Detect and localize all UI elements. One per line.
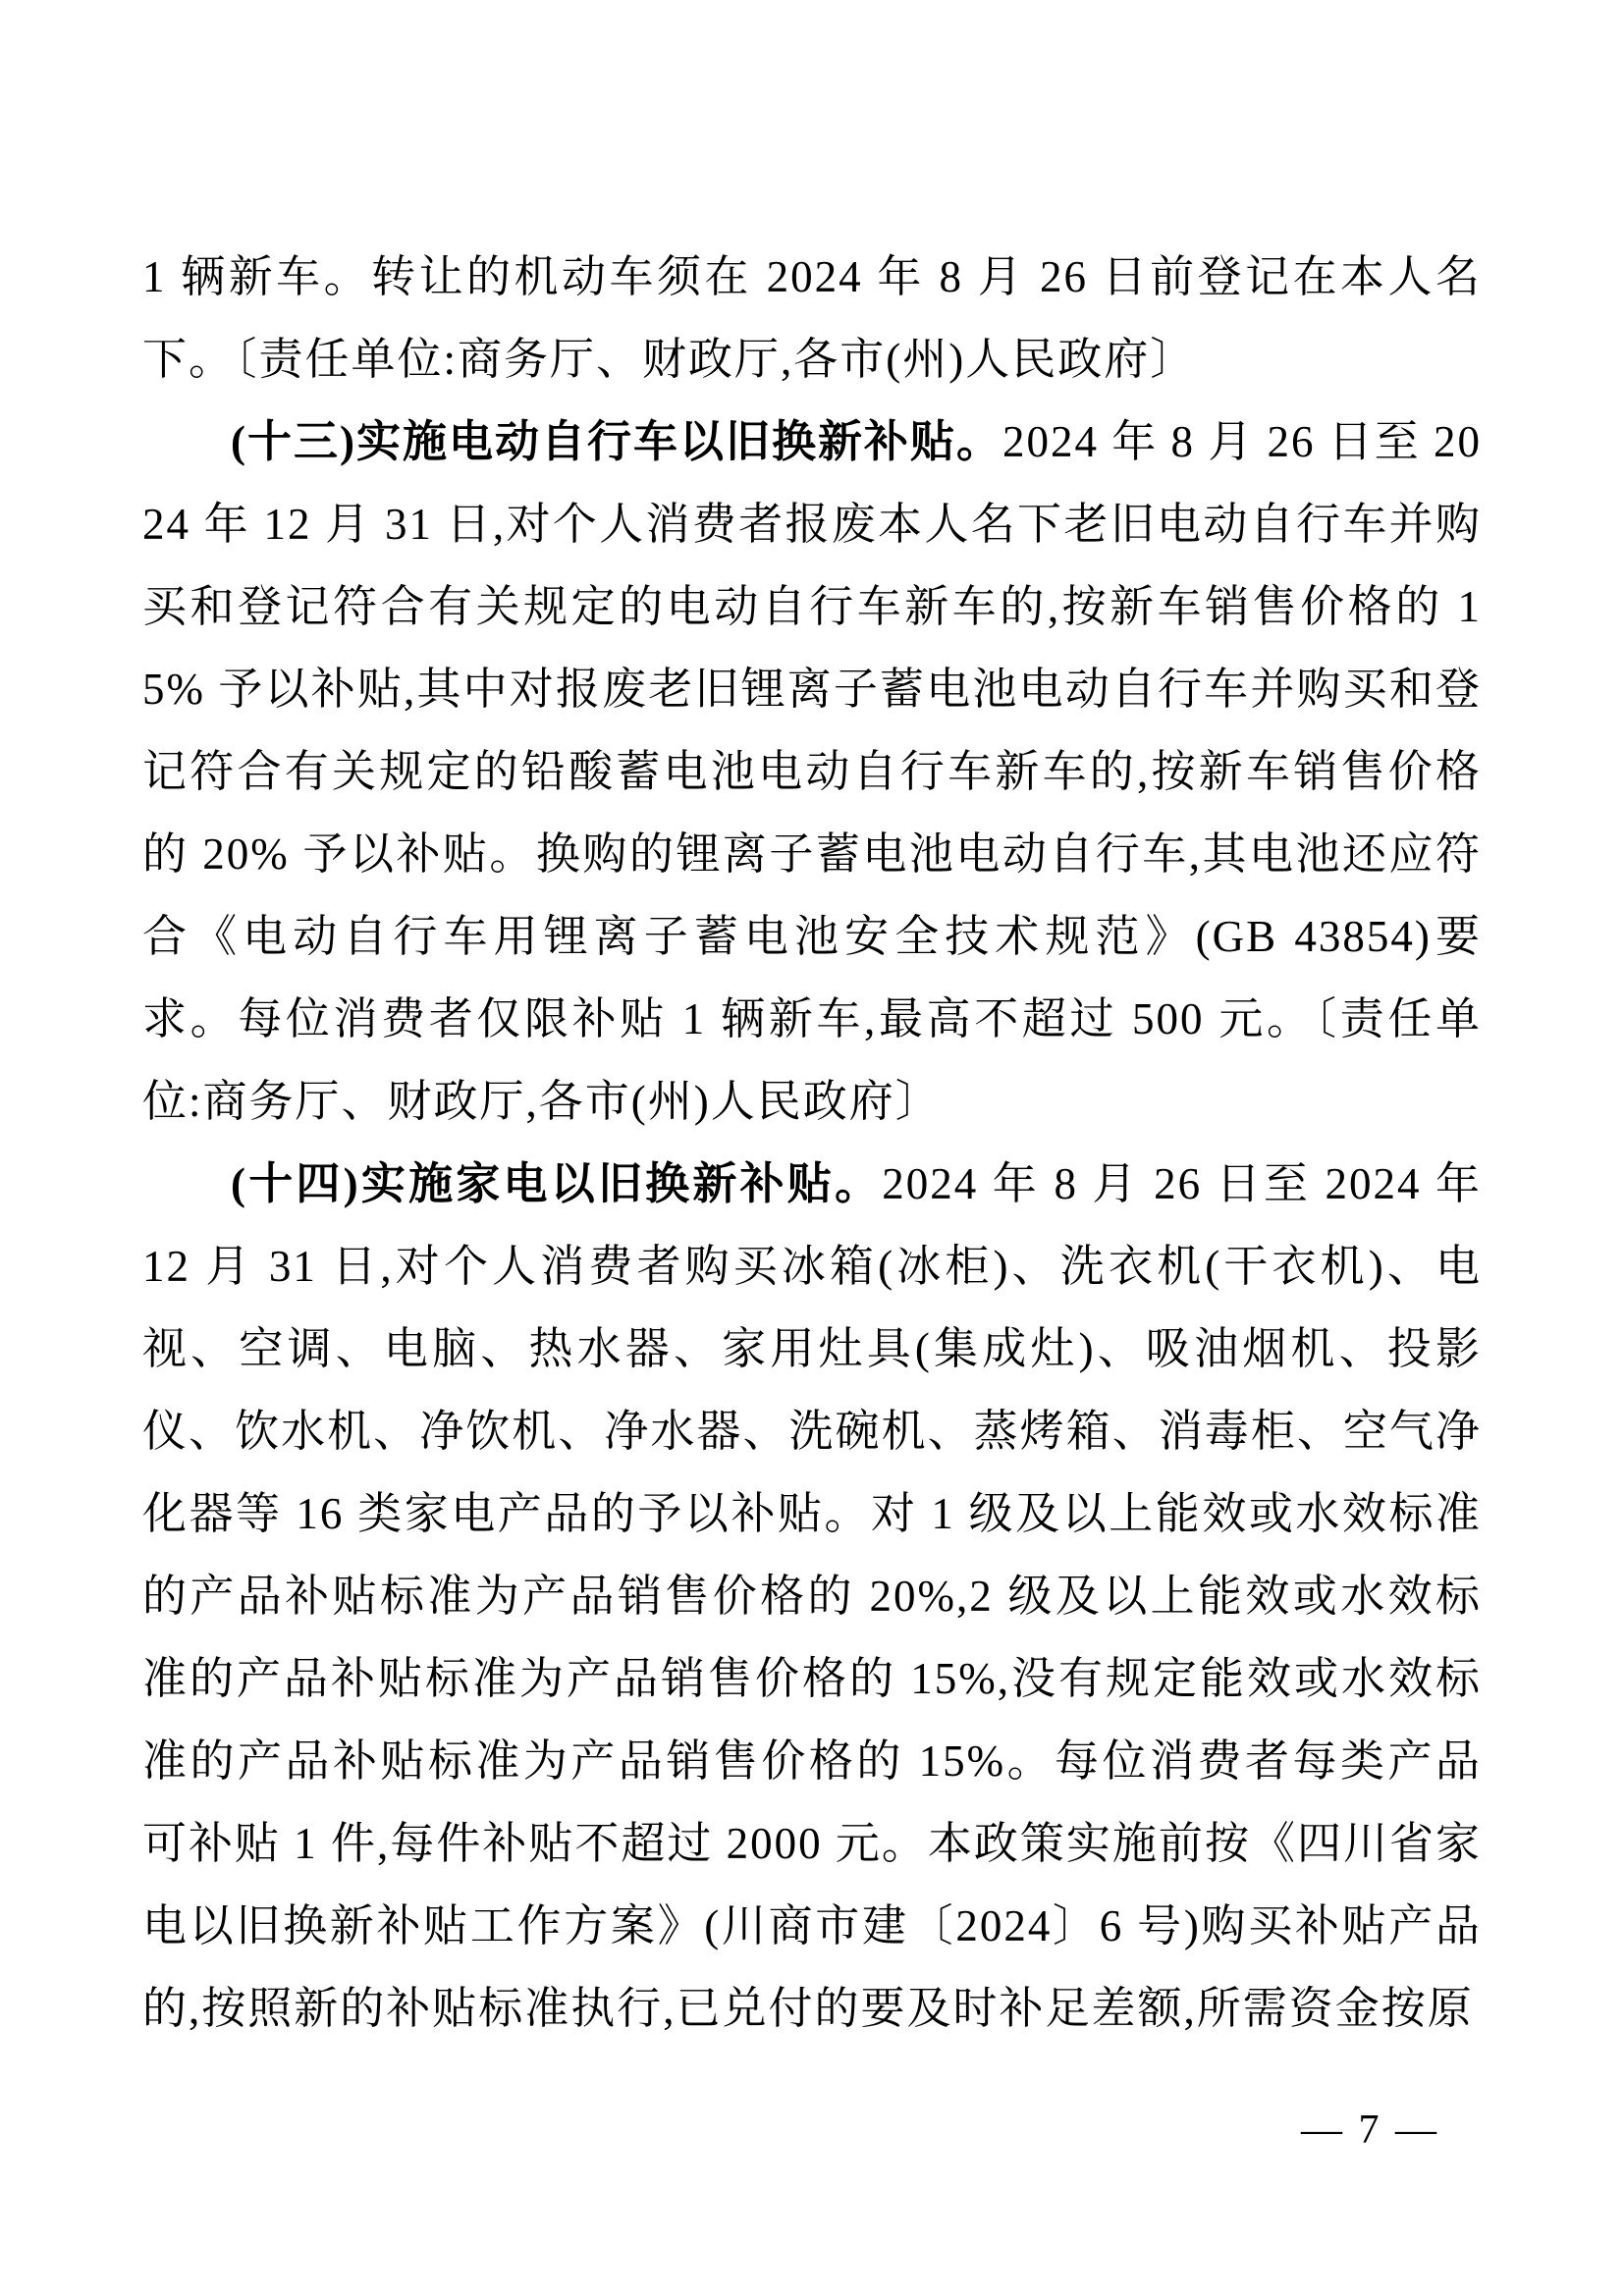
paragraph-continuation xyxy=(142,236,1482,400)
paragraph-heading-13: (十三)实施电动自行车以旧换新补贴。 xyxy=(231,417,1002,466)
paragraph-heading-14: (十四)实施家电以旧换新补贴。 xyxy=(231,1159,883,1208)
paragraph-text: 1 辆新车。转让的机动车须在 2024 年 8 月 26 日前登记在本人名下。〔责任单位:商务厅、财政厅,各市(州)人民政府〕 xyxy=(142,252,1482,384)
paragraph-text: 2024 年 8 月 26 日至 2024 年 12 月 31 日,对个人消费者购买冰箱(冰柜)、洗衣机(干衣机)、电视、空调、电脑、热水器、家用灶具(集成灶)、吸油烟机、投影仪、饮水机、净饮机、净水器、洗碗机、蒸烤箱、消毒柜、空气净化器等 16 类家电产品的予以补贴。对 1 级及以上能效或水效标准的产品补贴标准为产品销售价格的 20%,2 级及以上能效或水效标准的产品补贴标准为产品销售价格的 15%,没有规定能效或水效标准的产品补贴标准为产品销售价格的 15%。每位消费者每类产品可补贴 1 件,每件补贴不超过 2000 元。本政策实施前按《四川省家电以旧换新补贴工作方案》(川商市建〔2024〕6 号)购买补贴产品的,按照新的补贴标准执行,已兑付的要及时补足差额,所需资金按原 xyxy=(142,1159,1482,2033)
paragraph-text: 2024 年 8 月 26 日至 2024 年 12 月 31 日,对个人消费者报废本人名下老旧电动自行车并购买和登记符合有关规定的电动自行车新车的,按新车销售价格的 15% 予以补贴,其中对报废老旧锂离子蓄电池电动自行车并购买和登记符合有关规定的铅酸蓄电池电动自行车新车的,按新车销售价格的 20% 予以补贴。换购的锂离子蓄电池电动自行车,其电池还应符合《电动自行车用锂离子蓄电池安全技术规范》(GB 43854)要求。每位消费者仅限补贴 1 辆新车,最高不超过 500 元。〔责任单位:商务厅、财政厅,各市(州)人民政府〕 xyxy=(142,417,1482,1126)
page-number: — 7 — xyxy=(1301,2108,1439,2153)
page-body-text xyxy=(142,236,1482,2050)
paragraph-item-14 xyxy=(142,1143,1482,2050)
paragraph-item-13 xyxy=(142,400,1482,1143)
